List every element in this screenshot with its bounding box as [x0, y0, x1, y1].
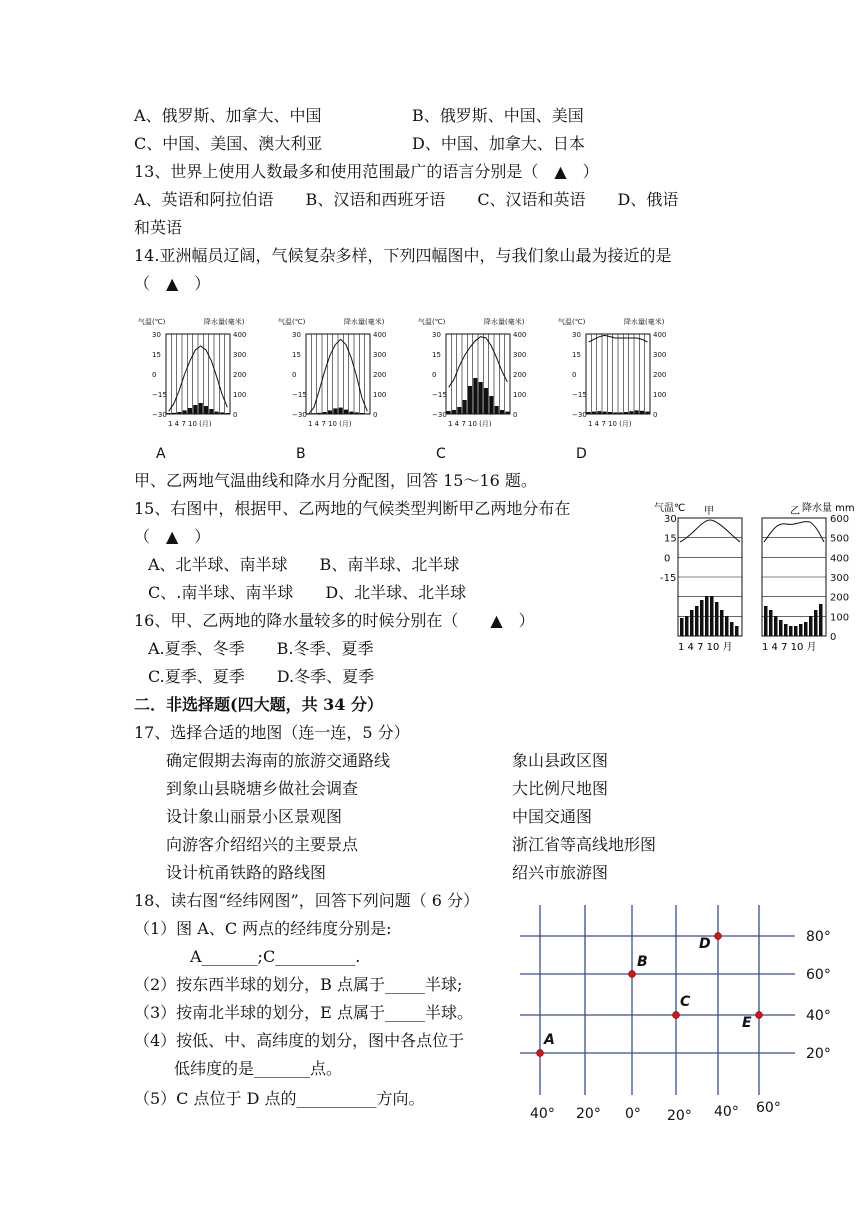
point-d-label: D	[699, 936, 711, 952]
rain-bar	[484, 388, 488, 414]
rain-bar	[624, 412, 628, 414]
lon-label-60e: 60°	[756, 1100, 781, 1116]
rain-bar	[479, 382, 483, 414]
chart-right-tick: 200	[513, 371, 527, 379]
q15-x-ticks-jia: 1 4 7 10 月	[678, 642, 733, 653]
rain-bar	[799, 624, 803, 636]
chart-right-tick: 0	[233, 411, 238, 419]
point-d	[715, 933, 722, 940]
q13-options-cont: 和英语	[134, 218, 183, 237]
rain-bar	[592, 412, 596, 414]
q15-stem-bracket: （ ▲ ）	[134, 527, 211, 546]
chart-right-tick: 300	[513, 351, 527, 359]
rain-bar	[635, 410, 639, 414]
chart-left-tick: −30	[432, 411, 447, 419]
left-tick: 0	[664, 553, 671, 565]
q18-sub4: （4）按低、中、高纬度的划分，图中各点位于	[134, 1031, 465, 1050]
right-tick: 500	[830, 533, 850, 545]
q16-options-ab: A.夏季、冬季 B.冬季、夏季	[148, 639, 374, 658]
q12-option-b: B、俄罗斯、中国、美国	[412, 106, 584, 125]
right-tick: 100	[830, 612, 850, 624]
rain-bar	[710, 596, 714, 636]
point-c	[673, 1012, 680, 1019]
graticule-map	[500, 900, 840, 1130]
chart-option-label: D	[576, 446, 587, 462]
lon-label-20e: 20°	[667, 1108, 692, 1124]
chart-left-tick: 15	[152, 351, 161, 359]
rain-bar	[725, 616, 729, 636]
q16-options-cd: C.夏季、夏季 D.冬季、夏季	[148, 667, 375, 686]
chart-rain-label: 降水量(毫米)	[484, 318, 525, 326]
q12-option-c: C、中国、美国、澳大利亚	[134, 134, 323, 153]
chart-left-tick: 0	[152, 371, 157, 379]
chart-left-tick: −15	[292, 391, 307, 399]
rain-bar	[355, 412, 359, 414]
rain-bar	[700, 600, 704, 636]
q17-stem: 17、选择合适的地图（连一连，5 分）	[134, 723, 410, 742]
chart-rain-label: 降水量(毫米)	[204, 318, 245, 326]
q18-sub2: （2）按东西半球的划分，B 点属于_____半球;	[134, 975, 463, 994]
chart-left-tick: −15	[152, 391, 167, 399]
rain-bar	[500, 410, 504, 414]
q12-option-d: D、中国、加拿大、日本	[412, 134, 585, 153]
rain-bar	[177, 412, 181, 414]
rain-bar	[452, 410, 456, 414]
q14-stem-bracket: （ ▲ ）	[134, 274, 211, 293]
rain-bar	[769, 610, 773, 636]
q17-right-item: 大比例尺地图	[512, 779, 609, 798]
chart-right-tick: 0	[653, 411, 658, 419]
chart-temp-label: 气温(℃)	[418, 318, 446, 326]
chart-rain-label: 降水量(毫米)	[624, 318, 665, 326]
rain-bar	[730, 622, 734, 636]
chart-right-tick: 300	[653, 351, 667, 359]
chart-left-tick: 15	[292, 351, 301, 359]
q15-temp-label: 气温℃	[654, 503, 686, 514]
chart-left-tick: −30	[572, 411, 587, 419]
q17-right-item: 浙江省等高线地形图	[512, 835, 657, 854]
q18-sub1: （1）图 A、C 两点的经纬度分别是:	[134, 919, 392, 938]
chart-left-tick: 15	[572, 351, 581, 359]
chart-left-tick: 30	[572, 331, 581, 339]
chart-option-label: B	[296, 446, 306, 462]
rain-bar	[597, 411, 601, 414]
rain-bar	[457, 407, 461, 414]
rain-bar	[489, 396, 493, 414]
rain-bar	[312, 413, 316, 414]
rain-bar	[685, 616, 689, 636]
rain-bar	[339, 408, 343, 414]
rain-bar	[640, 411, 644, 414]
rain-bar	[365, 413, 369, 414]
rain-bar	[349, 412, 353, 414]
rain-bar	[613, 412, 617, 414]
rain-bar	[333, 408, 337, 414]
chart-right-tick: 100	[373, 391, 387, 399]
chart-left-tick: 15	[432, 351, 441, 359]
rain-bar	[447, 411, 451, 414]
point-b	[629, 971, 636, 978]
q18-sub4-blank: 低纬度的是_______点。	[174, 1059, 343, 1078]
rain-bar	[720, 610, 724, 636]
lat-label-80: 80°	[806, 929, 831, 945]
chart-temp-label: 气温(℃)	[278, 318, 306, 326]
chart-x-ticks: 1 4 7 10 (月)	[588, 420, 632, 428]
rain-bar	[193, 405, 197, 414]
q18-stem: 18、读右图“经纬网图”，回答下列问题（ 6 分）	[134, 891, 480, 910]
chart-right-tick: 400	[373, 331, 387, 339]
q18-sub3: （3）按南北半球的划分，E 点属于_____半球。	[134, 1003, 473, 1022]
q17-left-item: 确定假期去海南的旅游交通路线	[166, 751, 391, 770]
lon-label-0: 0°	[625, 1106, 641, 1122]
q15-rain-label: 降水量 mm	[802, 503, 855, 514]
left-tick: -15	[660, 573, 677, 585]
chart-right-tick: 400	[233, 331, 247, 339]
q17-right-item: 绍兴市旅游图	[512, 863, 609, 882]
rain-bar	[804, 622, 808, 636]
chart-right-tick: 100	[653, 391, 667, 399]
lon-label-40e: 40°	[714, 1104, 739, 1120]
chart-temp-label: 气温(℃)	[138, 318, 166, 326]
rain-bar	[188, 408, 192, 414]
q18-sub5: （5）C 点位于 D 点的__________方向。	[134, 1089, 425, 1108]
left-tick: 30	[664, 514, 677, 525]
rain-bar	[344, 410, 348, 414]
q15-options-ab: A、北半球、南半球 B、南半球、北半球	[148, 555, 460, 574]
right-tick: 200	[830, 592, 850, 604]
q15-x-ticks-yi: 1 4 7 10 月	[762, 642, 817, 653]
rain-bar	[172, 413, 176, 414]
rain-bar	[690, 610, 694, 636]
chart-right-tick: 200	[373, 371, 387, 379]
lat-label-40: 40°	[806, 1008, 831, 1024]
rain-bar	[764, 606, 768, 636]
rain-bar	[705, 596, 709, 636]
chart-right-tick: 200	[233, 371, 247, 379]
q17-left-item: 设计象山丽景小区景观图	[166, 807, 343, 826]
q17-left-item: 设计杭甬铁路的路线图	[166, 863, 327, 882]
lon-label-40w: 40°	[530, 1106, 555, 1122]
rain-bar	[774, 616, 778, 636]
temp-curve	[764, 522, 824, 542]
rain-bar	[225, 413, 229, 414]
chart-right-tick: 100	[513, 391, 527, 399]
rain-bar	[220, 412, 224, 414]
chart-rain-label: 降水量(毫米)	[344, 318, 385, 326]
chart-left-tick: 30	[432, 331, 441, 339]
point-e	[756, 1012, 763, 1019]
chart-left-tick: 0	[292, 371, 297, 379]
rain-bar	[204, 406, 208, 414]
chart-option-label: C	[436, 446, 446, 462]
rain-bar	[167, 413, 171, 414]
lat-label-20: 20°	[806, 1046, 831, 1062]
point-c-label: C	[680, 994, 691, 1010]
rain-bar	[715, 602, 719, 636]
part2-title: 二．非选择题(四大题，共 34 分）	[134, 695, 383, 714]
rain-bar	[789, 626, 793, 636]
left-tick: 15	[664, 533, 677, 545]
rain-bar	[209, 409, 213, 414]
rain-bar	[794, 626, 798, 636]
q15-yi-label: 乙	[790, 506, 800, 517]
rain-bar	[814, 610, 818, 636]
chart-x-ticks: 1 4 7 10 (月)	[448, 420, 492, 428]
rain-bar	[328, 410, 332, 414]
right-tick: 400	[830, 553, 850, 565]
rain-bar	[360, 413, 364, 414]
rain-bar	[809, 616, 813, 636]
point-e-label: E	[742, 1015, 752, 1031]
q13-stem: 13、世界上使用人数最多和使用范围最广的语言分别是（ ▲ ）	[134, 162, 599, 181]
rain-bar	[619, 412, 623, 414]
chart-left-tick: −30	[292, 411, 307, 419]
rain-bar	[784, 624, 788, 636]
chart-right-tick: 400	[653, 331, 667, 339]
rain-bar	[629, 411, 633, 414]
point-a	[537, 1050, 544, 1057]
chart-right-tick: 400	[513, 331, 527, 339]
point-a-label: A	[544, 1032, 555, 1048]
q16-stem: 16、甲、乙两地的降水量较多的时候分别在（ ▲ ）	[134, 611, 535, 630]
q15-16-intro: 甲、乙两地气温曲线和降水月分配图，回答 15～16 题。	[134, 471, 537, 490]
chart-left-tick: 30	[292, 331, 301, 339]
q12-option-a: A、俄罗斯、加拿大、中国	[134, 106, 322, 125]
q15-jia-label: 甲	[704, 506, 714, 517]
chart-temp-label: 气温(℃)	[558, 318, 586, 326]
rain-bar	[317, 413, 321, 414]
rain-bar	[183, 410, 187, 414]
rain-bar	[468, 386, 472, 414]
rain-bar	[603, 412, 607, 414]
chart-right-tick: 200	[653, 371, 667, 379]
chart-left-tick: −15	[572, 391, 587, 399]
chart-left-tick: 30	[152, 331, 161, 339]
rain-bar	[323, 412, 327, 414]
q17-right-item: 象山县政区图	[512, 751, 609, 770]
rain-bar	[495, 406, 499, 414]
chart-left-tick: −30	[152, 411, 167, 419]
chart-left-tick: 0	[572, 371, 577, 379]
rain-bar	[645, 412, 649, 414]
chart-x-ticks: 1 4 7 10 (月)	[308, 420, 352, 428]
rain-bar	[680, 618, 684, 636]
chart-right-tick: 100	[233, 391, 247, 399]
rain-bar	[779, 620, 783, 636]
chart-left-tick: −15	[432, 391, 447, 399]
temp-curve	[680, 520, 740, 542]
rain-bar	[608, 412, 612, 414]
q17-right-item: 中国交通图	[512, 807, 593, 826]
right-tick: 600	[830, 514, 850, 525]
lat-label-60: 60°	[806, 967, 831, 983]
q13-options: A、英语和阿拉伯语 B、汉语和西班牙语 C、汉语和英语 D、俄语	[134, 190, 679, 209]
chart-right-tick: 300	[373, 351, 387, 359]
q14-climate-charts	[138, 312, 698, 462]
q17-left-item: 向游客介绍绍兴的主要景点	[166, 835, 359, 854]
rain-bar	[587, 412, 591, 414]
chart-right-tick: 300	[233, 351, 247, 359]
q14-stem: 14.亚洲幅员辽阔，气候复杂多样，下列四幅图中，与我们象山最为接近的是	[134, 246, 672, 265]
lon-label-20w: 20°	[576, 1106, 601, 1122]
right-tick: 300	[830, 573, 850, 584]
rain-bar	[215, 412, 219, 414]
q15-stem: 15、右图中，根据甲、乙两地的气候类型判断甲乙两地分布在	[134, 499, 571, 518]
chart-left-tick: 0	[432, 371, 437, 379]
q18-sub1-blanks: A_______;C__________.	[190, 947, 361, 966]
q15-climate-chart	[652, 498, 860, 658]
chart-right-tick: 0	[373, 411, 378, 419]
chart-x-ticks: 1 4 7 10 (月)	[168, 420, 212, 428]
right-tick: 0	[830, 632, 837, 643]
rain-bar	[199, 403, 203, 414]
rain-bar	[473, 378, 477, 414]
chart-right-tick: 0	[513, 411, 518, 419]
rain-bar	[735, 626, 739, 636]
rain-bar	[463, 400, 467, 414]
point-b-label: B	[637, 954, 648, 970]
q17-left-item: 到象山县晓塘乡做社会调查	[166, 779, 359, 798]
chart-option-label: A	[156, 446, 166, 462]
rain-bar	[695, 606, 699, 636]
rain-bar	[505, 412, 509, 414]
q15-options-cd: C、.南半球、南半球 D、北半球、北半球	[148, 583, 467, 602]
rain-bar	[819, 604, 823, 636]
